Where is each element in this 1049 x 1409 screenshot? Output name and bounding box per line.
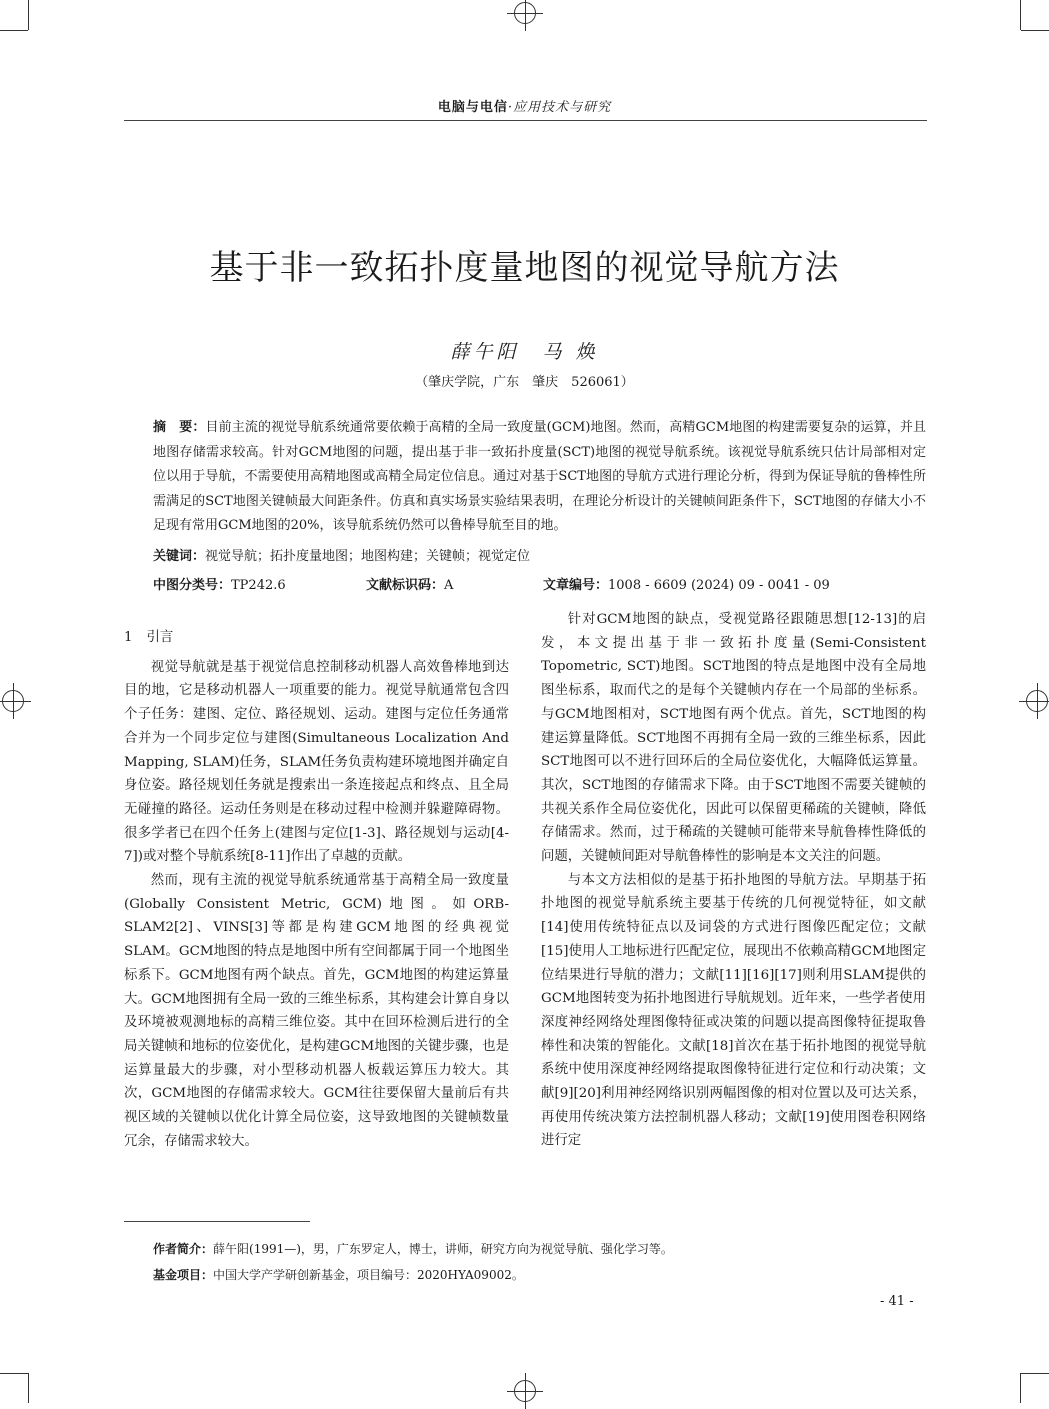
section-title: 引言: [146, 630, 174, 645]
crop-mark: [1020, 1373, 1021, 1403]
abstract: [153, 416, 926, 539]
keywords: [153, 545, 926, 564]
article-id-value: 1008 - 6609 (2024) 09 - 0041 - 09: [608, 578, 830, 593]
crop-mark: [28, 1373, 29, 1403]
clc-label: 中图分类号：: [153, 578, 232, 593]
crop-mark: [1020, 0, 1021, 30]
doc-code-label: 文献标识码：: [366, 578, 445, 593]
header-rule: [124, 120, 927, 121]
crop-mark: [1021, 1373, 1049, 1374]
crop-mark: [0, 30, 28, 31]
authors: 薛午阳 马 焕: [450, 341, 599, 363]
crop-mark: [0, 1373, 28, 1374]
article-id-label: 文章编号：: [543, 578, 609, 593]
header-separator: ·: [507, 100, 514, 115]
paper-title: 基于非一致拓扑度量地图的视觉导航方法: [209, 248, 840, 288]
body-column-right: [541, 608, 926, 1153]
footnote-rule: [124, 1221, 310, 1222]
abstract-label: 摘 要：: [153, 420, 206, 435]
header-section: 应用技术与研究: [513, 100, 612, 115]
registration-mark-icon: [2, 690, 24, 712]
body-paragraph: 针对GCM地图的缺点，受视觉路径跟随思想[12-13]的启发，本文提出基于非一致拓扑度量(Semi-Consistent Topometric, SCT)地图。SCT地图的特点是地图中没有全局地图坐标系，取而代之的是每个关键帧内存在一个局部的坐标系。与GCM地图相对，SCT地图有两个优点。首先，SCT地图的构建运算量降低。SCT地图不再拥有全局一致的三维坐标系，因此SCT地图可以不进行回环后的全局位姿优化，大幅降低运算量。其次，SCT地图的存储需求下降。由于SCT地图不需要关键帧的共视关系作全局位姿优化，因此可以保留更稀疏的关键帧，降低存储需求。然而，过于稀疏的关键帧可能带来导航鲁棒性降低的问题，关键帧间距对导航鲁棒性的影响是本文关注的问题。: [541, 612, 926, 865]
body-paragraph: 视觉导航就是基于视觉信息控制移动机器人高效鲁棒地到达目的地，它是移动机器人一项重要的能力。视觉导航通常包含四个子任务：建图、定位、路径规划、运动。建图与定位任务通常合并为一个同步定位与建图(Simultaneous Localization And Mapping, SLAM)任务，SLAM任务负责构建环境地图并确定自身位姿。路径规划任务就是搜索出一条连接起点和终点、且全局无碰撞的路径。运动任务则是在移动过程中检测并躲避障碍物。很多学者已在四个任务上(建图与定位[1-3]、路径规划与运动[4-7])或对整个导航系统[8-11]作出了卓越的贡献。: [124, 659, 509, 865]
body-paragraph: 然而，现有主流的视觉导航系统通常基于高精全局一致度量(Globally Consistent Metric, GCM)地图。如ORB-SLAM2[2]、VINS[3]等都是构建GCM地图的经典视觉SLAM。GCM地图的特点是地图中所有空间都属于同一个地图坐标系下。GCM地图有两个缺点。首先，GCM地图的构建运算量大。GCM地图拥有全局一致的三维坐标系，其构建会计算自身以及环境被观测地标的高精三维位姿。其中在回环检测后进行的全局关键帧和地标的位姿优化，是构建GCM地图的关键步骤，也是运算量最大的步骤，对小型移动机器人板载运算压力较大。其次，GCM地图的存储需求较大。GCM往往要保留大量前后有共视区域的关键帧以优化计算全局位姿，这导致地图的关键帧数量冗余，存储需求较大。: [124, 873, 509, 1149]
fund-note: [153, 1266, 926, 1283]
section-heading: [124, 626, 509, 650]
journal-name: 电脑与电信: [437, 100, 508, 115]
registration-mark-icon: [1026, 690, 1048, 712]
fund-note-text: 中国大学产学研创新基金，项目编号：2020HYA09002。: [213, 1268, 524, 1282]
body-column-left: [124, 626, 509, 1153]
keywords-label: 关键词：: [153, 549, 206, 564]
abstract-text: 目前主流的视觉导航系统通常要依赖于高精的全局一致度量(GCM)地图。然而，高精GCM地图的构建需要复杂的运算，并且地图存储需求较高。针对GCM地图的问题，提出基于非一致拓扑度量(SCT)地图的视觉导航系统。该视觉导航系统只估计局部相对定位以用于导航，不需要使用高精地图或高精全局定位信息。通过对基于SCT地图的导航方式进行理论分析，得到为保证导航的鲁棒性所需满足的SCT地图关键帧最大间距条件。仿真和真实场景实验结果表明，在理论分析设计的关键帧间距条件下，SCT地图的存储大小不足现有常用GCM地图的20%，该导航系统仍然可以鲁棒导航至目的地。: [153, 420, 926, 533]
keywords-text: 视觉导航；拓扑度量地图；地图构建；关键帧；视觉定位: [205, 549, 531, 564]
affiliation: （肇庆学院，广东 肇庆 526061）: [415, 375, 634, 390]
registration-mark-icon: [514, 1380, 536, 1402]
page-number: - 41 -: [880, 1294, 914, 1309]
fund-note-label: 基金项目：: [153, 1268, 214, 1282]
registration-mark-icon: [514, 2, 536, 24]
doc-code-value: A: [444, 578, 454, 593]
author-note: [153, 1240, 926, 1257]
section-number: 1: [124, 630, 133, 645]
running-header: [0, 96, 1049, 115]
crop-mark: [1021, 30, 1049, 31]
clc-value: TP242.6: [231, 578, 286, 593]
author-note-label: 作者简介：: [153, 1242, 214, 1256]
author-note-text: 薛午阳(1991—)，男，广东罗定人，博士，讲师，研究方向为视觉导航、强化学习等。: [213, 1242, 673, 1256]
crop-mark: [28, 0, 29, 30]
body-paragraph: 与本文方法相似的是基于拓扑地图的导航方法。早期基于拓扑地图的视觉导航系统主要基于传统的几何视觉特征，如文献[14]使用传统特征点以及词袋的方式进行图像匹配定位；文献[15]使用人工地标进行匹配定位，展现出不依赖高精GCM地图定位结果进行导航的潜力；文献[11][16][17]则利用SLAM提供的GCM地图转变为拓扑地图进行导航规划。近年来，一些学者使用深度神经网络处理图像特征或决策的问题以提高图像特征提取鲁棒性和决策的智能化。文献[18]首次在基于拓扑地图的视觉导航系统中使用深度神经网络提取图像特征进行定位和行动决策；文献[9][20]利用神经网络识别两幅图像的相对位置以及可达关系，再使用传统决策方法控制机器人移动；文献[19]使用图卷积网络进行定: [541, 872, 926, 1149]
